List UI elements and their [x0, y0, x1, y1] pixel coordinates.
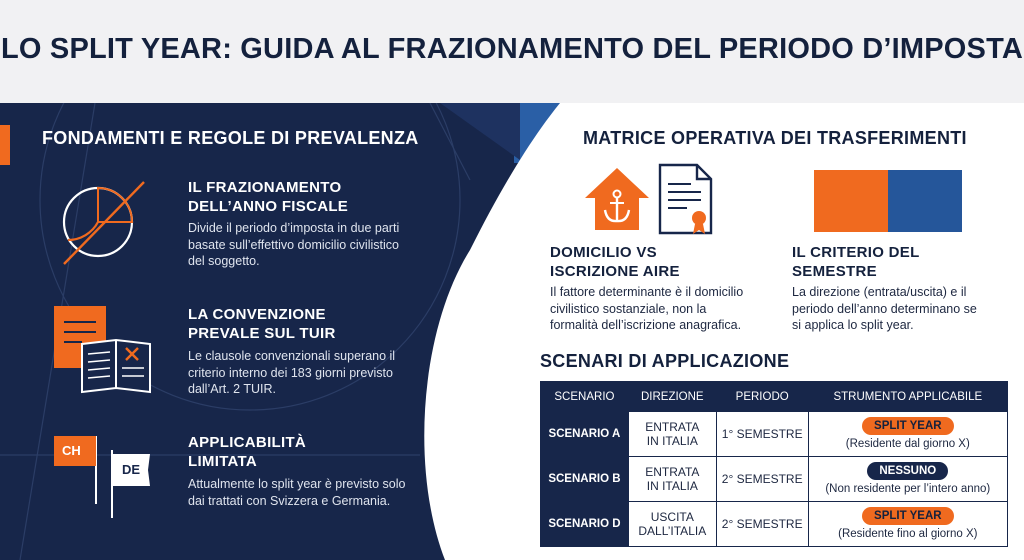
item-2-heading-line2: PREVALE SUL TUIR [188, 325, 336, 342]
column-1-text-line1: Il fattore determinante è il domicilio [550, 285, 744, 299]
item-3-heading-line2: LIMITATA [188, 453, 258, 470]
column-1-heading-line2: ISCRIZIONE AIRE [550, 263, 680, 280]
item-1-text: Divide il periodo d’imposta in due parti basate sull’effettivo domicilio civilistico del soggetto. [188, 221, 400, 268]
direction-cell [628, 457, 716, 502]
item-2-heading-line1: LA CONVENZIONE [188, 306, 326, 323]
column-2-text-line2: periodo dell’anno determinano se [792, 301, 977, 316]
tool-cell [808, 502, 1007, 547]
item-2-heading [188, 305, 336, 343]
table-header-cell: SCENARIO [541, 382, 629, 412]
scenario-cell: SCENARIO D [541, 502, 629, 547]
tool-badge: SPLIT YEAR [862, 507, 954, 525]
item-1-heading-line2: DELL’ANNO FISCALE [188, 198, 349, 215]
column-2-heading [792, 243, 920, 281]
column-1-text-line3: formalità dell’iscrizione anagrafica. [550, 318, 742, 332]
tool-note: (Non residente per l’intero anno) [825, 483, 991, 495]
circle-slash-icon [58, 178, 148, 268]
direction-line2: IN ITALIA [646, 479, 698, 493]
direction-cell [628, 502, 716, 547]
scenario-cell: SCENARIO A [541, 412, 629, 457]
certificate-icon [657, 162, 715, 236]
column-2-text-line1: La direzione (entrata/uscita) e il [792, 285, 967, 299]
item-3-heading-line1: APPLICABILITÀ [188, 434, 307, 451]
period-cell: 2° SEMESTRE [716, 502, 808, 547]
semester-blocks-icon [814, 170, 962, 232]
scenarios-title: SCENARI DI APPLICAZIONE [540, 351, 790, 371]
flag-de-label: DE [122, 462, 141, 477]
tool-note: (Residente dal giorno X) [845, 438, 970, 450]
column-2-heading-line2: SEMESTRE [792, 263, 877, 280]
tool-note: (Residente fino al giorno X) [838, 528, 978, 540]
tool-badge: SPLIT YEAR [862, 417, 954, 435]
left-section-title: FONDAMENTI E REGOLE DI PREVALENZA [42, 128, 419, 148]
table-header-cell: PERIODO [716, 382, 808, 412]
direction-line1: ENTRATA [645, 465, 700, 479]
page-title: LO SPLIT YEAR: GUIDA AL FRAZIONAMENTO DEL PERIODO D’IMPOSTA [0, 33, 1023, 65]
house-anchor-icon [583, 166, 651, 232]
table-row [541, 412, 1008, 457]
column-1-text-line2: civilistico sostanziale, non la [550, 301, 707, 316]
item-2-text: Le clausole convenzionali superano il criterio interno dei 183 giorni previsto dall’Art. 2 TUIR. [188, 349, 396, 396]
direction-line1: USCITA [650, 510, 694, 524]
column-2-text [792, 284, 977, 334]
tool-cell [808, 412, 1007, 457]
direction-line1: ENTRATA [645, 420, 700, 434]
tool-badge: NESSUNO [867, 462, 948, 480]
table-header-row [541, 382, 1008, 412]
table-header-cell: DIREZIONE [628, 382, 716, 412]
scenarios-table [540, 381, 1008, 547]
column-1-heading [550, 243, 680, 281]
column-1-heading-line1: DOMICILIO VS [550, 244, 657, 261]
flag-ch-label: CH [62, 443, 81, 458]
period-cell: 1° SEMESTRE [716, 412, 808, 457]
table-row [541, 502, 1008, 547]
item-1-heading-line1: IL FRAZIONAMENTO [188, 179, 342, 196]
scenario-cell: SCENARIO B [541, 457, 629, 502]
tool-cell [808, 457, 1007, 502]
direction-cell [628, 412, 716, 457]
table-row [541, 457, 1008, 502]
column-1-text [550, 284, 743, 334]
direction-line2: IN ITALIA [646, 434, 698, 448]
column-2-heading-line1: IL CRITERIO DEL [792, 244, 920, 261]
header [0, 0, 1024, 103]
item-3-heading [188, 433, 306, 471]
period-cell: 2° SEMESTRE [716, 457, 808, 502]
direction-line2: DALL’ITALIA [638, 524, 707, 538]
table-header-cell: STRUMENTO APPLICABILE [808, 382, 1007, 412]
document-book-icon [52, 304, 156, 396]
item-3-text: Attualmente lo split year è previsto solo dai trattati con Svizzera e Germania. [188, 477, 406, 508]
right-section-title: MATRICE OPERATIVA DEI TRASFERIMENTI [583, 128, 967, 148]
column-2-text-line3: si applica lo split year. [792, 318, 914, 332]
item-1-heading [188, 178, 348, 216]
